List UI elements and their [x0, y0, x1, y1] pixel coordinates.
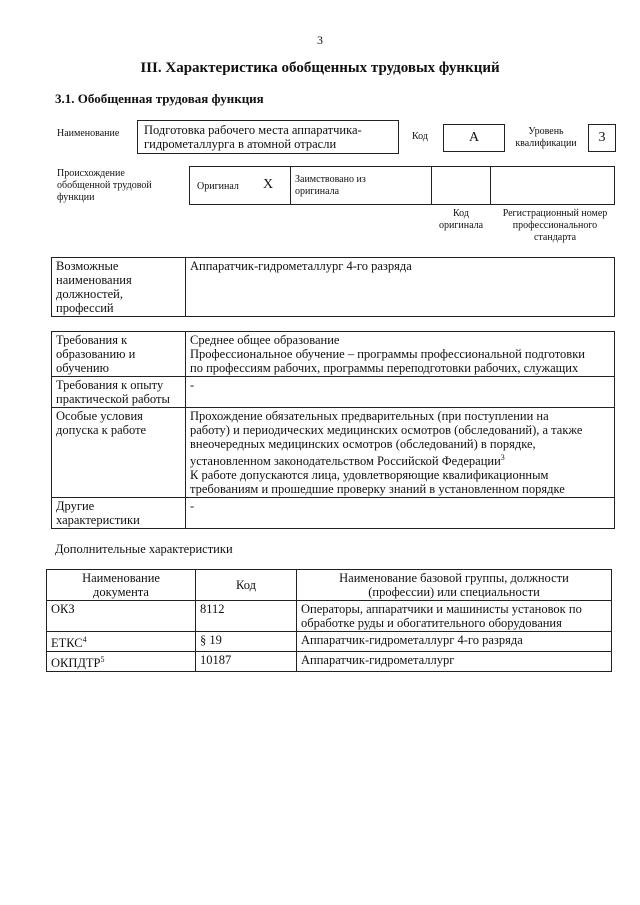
code-label: Код — [412, 131, 428, 142]
requirement-value-line: - — [190, 378, 195, 392]
table-row — [52, 408, 615, 498]
function-name-line2: гидрометаллурга в атомной отрасли — [144, 137, 337, 151]
registration-line1: Регистрационный номер — [502, 208, 608, 219]
page-number: 3 — [317, 33, 323, 47]
original-label: Оригинал — [197, 181, 239, 192]
doc-code: § 19 — [200, 633, 222, 647]
doc-code: 8112 — [200, 602, 225, 616]
header-line: Наименование базовой группы, должности — [339, 571, 569, 585]
positions-label-cell — [52, 258, 186, 317]
header-line: Наименование — [82, 571, 160, 585]
footnote-mark: 4 — [82, 635, 87, 644]
origin-divider-2 — [431, 166, 432, 205]
requirement-value-line: Среднее общее образование — [190, 333, 340, 347]
positions-label-line1: Возможные — [56, 259, 119, 273]
requirement-value-line: внеочередных медицинских осмотров (обследований) в порядке, — [190, 437, 536, 451]
requirement-value-line: Прохождение обязательных предварительных (при поступлении на — [190, 409, 549, 423]
function-name-line1: Подготовка рабочего места аппаратчика- — [144, 123, 362, 137]
level-value-box: 3 — [588, 124, 616, 152]
doc-name: ОКЗ — [51, 602, 75, 616]
table-row — [47, 652, 612, 672]
column-header-document — [47, 570, 196, 601]
origin-divider-1 — [290, 166, 291, 205]
origin-label-line1: Происхождение — [57, 168, 125, 179]
requirement-value-cell — [186, 498, 615, 529]
table-row — [52, 377, 615, 408]
doc-name: ЕТКС — [51, 636, 83, 651]
group-name-cell — [297, 601, 612, 632]
doc-cell — [47, 652, 196, 672]
table-row — [52, 498, 615, 529]
requirement-value-line: работу) и периодических медицинских осмотров (обследований), а также — [190, 423, 583, 437]
requirement-value-line: - — [190, 499, 195, 514]
group-name-cell — [297, 652, 612, 672]
table-row — [52, 332, 615, 377]
footnote-mark: 3 — [500, 453, 505, 462]
positions-label-line4: профессий — [56, 301, 114, 315]
code-original-line1: Код — [453, 208, 469, 219]
header-line: документа — [93, 585, 149, 599]
table-header-row — [47, 570, 612, 601]
column-header-code — [196, 570, 297, 601]
origin-box — [189, 166, 615, 205]
function-name-box — [137, 120, 399, 154]
requirement-value-line — [190, 451, 610, 468]
requirement-value-cell — [186, 332, 615, 377]
group-name-cell — [297, 632, 612, 652]
requirement-label-line: допуска к работе — [56, 423, 147, 437]
code-original-line2: оригинала — [438, 220, 484, 231]
code-cell — [196, 632, 297, 652]
column-header-group-name — [297, 570, 612, 601]
group-name-line: Аппаратчик-гидрометаллург 4-го разряда — [301, 633, 523, 647]
requirement-label-line: Требования к — [56, 333, 128, 347]
level-label-line1: Уровень — [528, 126, 564, 137]
table-row — [47, 601, 612, 632]
requirement-label-line: характеристики — [56, 513, 140, 528]
requirement-value-cell — [186, 408, 615, 498]
section-title: III. Характеристика обобщенных трудовых функций — [140, 60, 500, 76]
positions-table — [51, 257, 615, 317]
header-line: Код — [236, 578, 256, 592]
registration-line3: стандарта — [533, 232, 577, 243]
positions-label-line3: должностей, — [56, 287, 123, 301]
requirement-value-cell — [186, 377, 615, 408]
requirement-label-cell — [52, 498, 186, 529]
origin-label-line2: обобщенной трудовой — [57, 180, 152, 191]
requirement-label-line: Требования к опыту — [56, 378, 164, 392]
positions-value: Аппаратчик-гидрометаллург 4-го разряда — [190, 259, 412, 273]
group-name-line: Аппаратчик-гидрометаллург — [301, 653, 455, 668]
doc-name: ОКПДТР — [51, 656, 101, 671]
code-cell — [196, 601, 297, 632]
positions-label-line2: наименования — [56, 273, 132, 287]
requirement-value-line: требованиям и прошедшие проверку знаний в установленном порядке — [190, 482, 565, 497]
requirement-label-line: практической работы — [56, 392, 170, 406]
group-name-line: Операторы, аппаратчики и машинисты установок по — [301, 602, 582, 616]
code-original-caption — [428, 208, 494, 232]
subsection-title: 3.1. Обобщенная трудовая функция — [55, 91, 264, 106]
registration-line2: профессионального — [512, 220, 598, 231]
origin-label — [57, 168, 152, 204]
footnote-mark: 5 — [100, 655, 105, 665]
requirement-label-cell — [52, 332, 186, 377]
borrowed-line2: оригинала — [295, 186, 340, 197]
requirement-value-text: установленном законодательством Российской Федерации — [190, 454, 501, 469]
requirement-label-line: обучению — [56, 361, 109, 375]
positions-row — [52, 258, 615, 317]
additional-table — [46, 569, 612, 672]
registration-caption — [494, 208, 616, 244]
requirement-label-line: Другие — [56, 499, 95, 514]
requirement-label-line: образованию и — [56, 347, 136, 361]
code-value-box: А — [443, 124, 505, 152]
requirement-value-line: по профессиям рабочих, программы переподготовки рабочих, служащих — [190, 361, 579, 375]
level-label-line2: квалификации — [515, 138, 577, 149]
borrowed-line1: Заимствовано из — [295, 174, 366, 185]
requirement-label-cell — [52, 408, 186, 498]
requirements-table — [51, 331, 615, 529]
origin-divider-3 — [490, 166, 491, 205]
code-cell — [196, 652, 297, 672]
requirement-label-line: Особые условия — [56, 409, 143, 423]
original-mark: X — [263, 177, 274, 192]
doc-cell — [47, 632, 196, 652]
header-line: (профессии) или специальности — [368, 585, 540, 599]
level-label — [509, 126, 583, 150]
table-row — [47, 632, 612, 652]
doc-code: 10187 — [200, 653, 232, 668]
name-label: Наименование — [57, 128, 120, 139]
requirement-value-line: К работе допускаются лица, удовлетворяющие квалификационным — [190, 468, 549, 483]
group-name-line: обработке руды и обогатительного оборудования — [301, 616, 562, 630]
doc-cell — [47, 601, 196, 632]
additional-title: Дополнительные характеристики — [55, 542, 233, 556]
positions-value-cell — [186, 258, 615, 317]
requirement-label-cell — [52, 377, 186, 408]
borrowed-label — [295, 174, 366, 198]
requirement-value-line: Профессиональное обучение – программы профессиональной подготовки — [190, 347, 585, 361]
origin-label-line3: функции — [57, 192, 95, 203]
